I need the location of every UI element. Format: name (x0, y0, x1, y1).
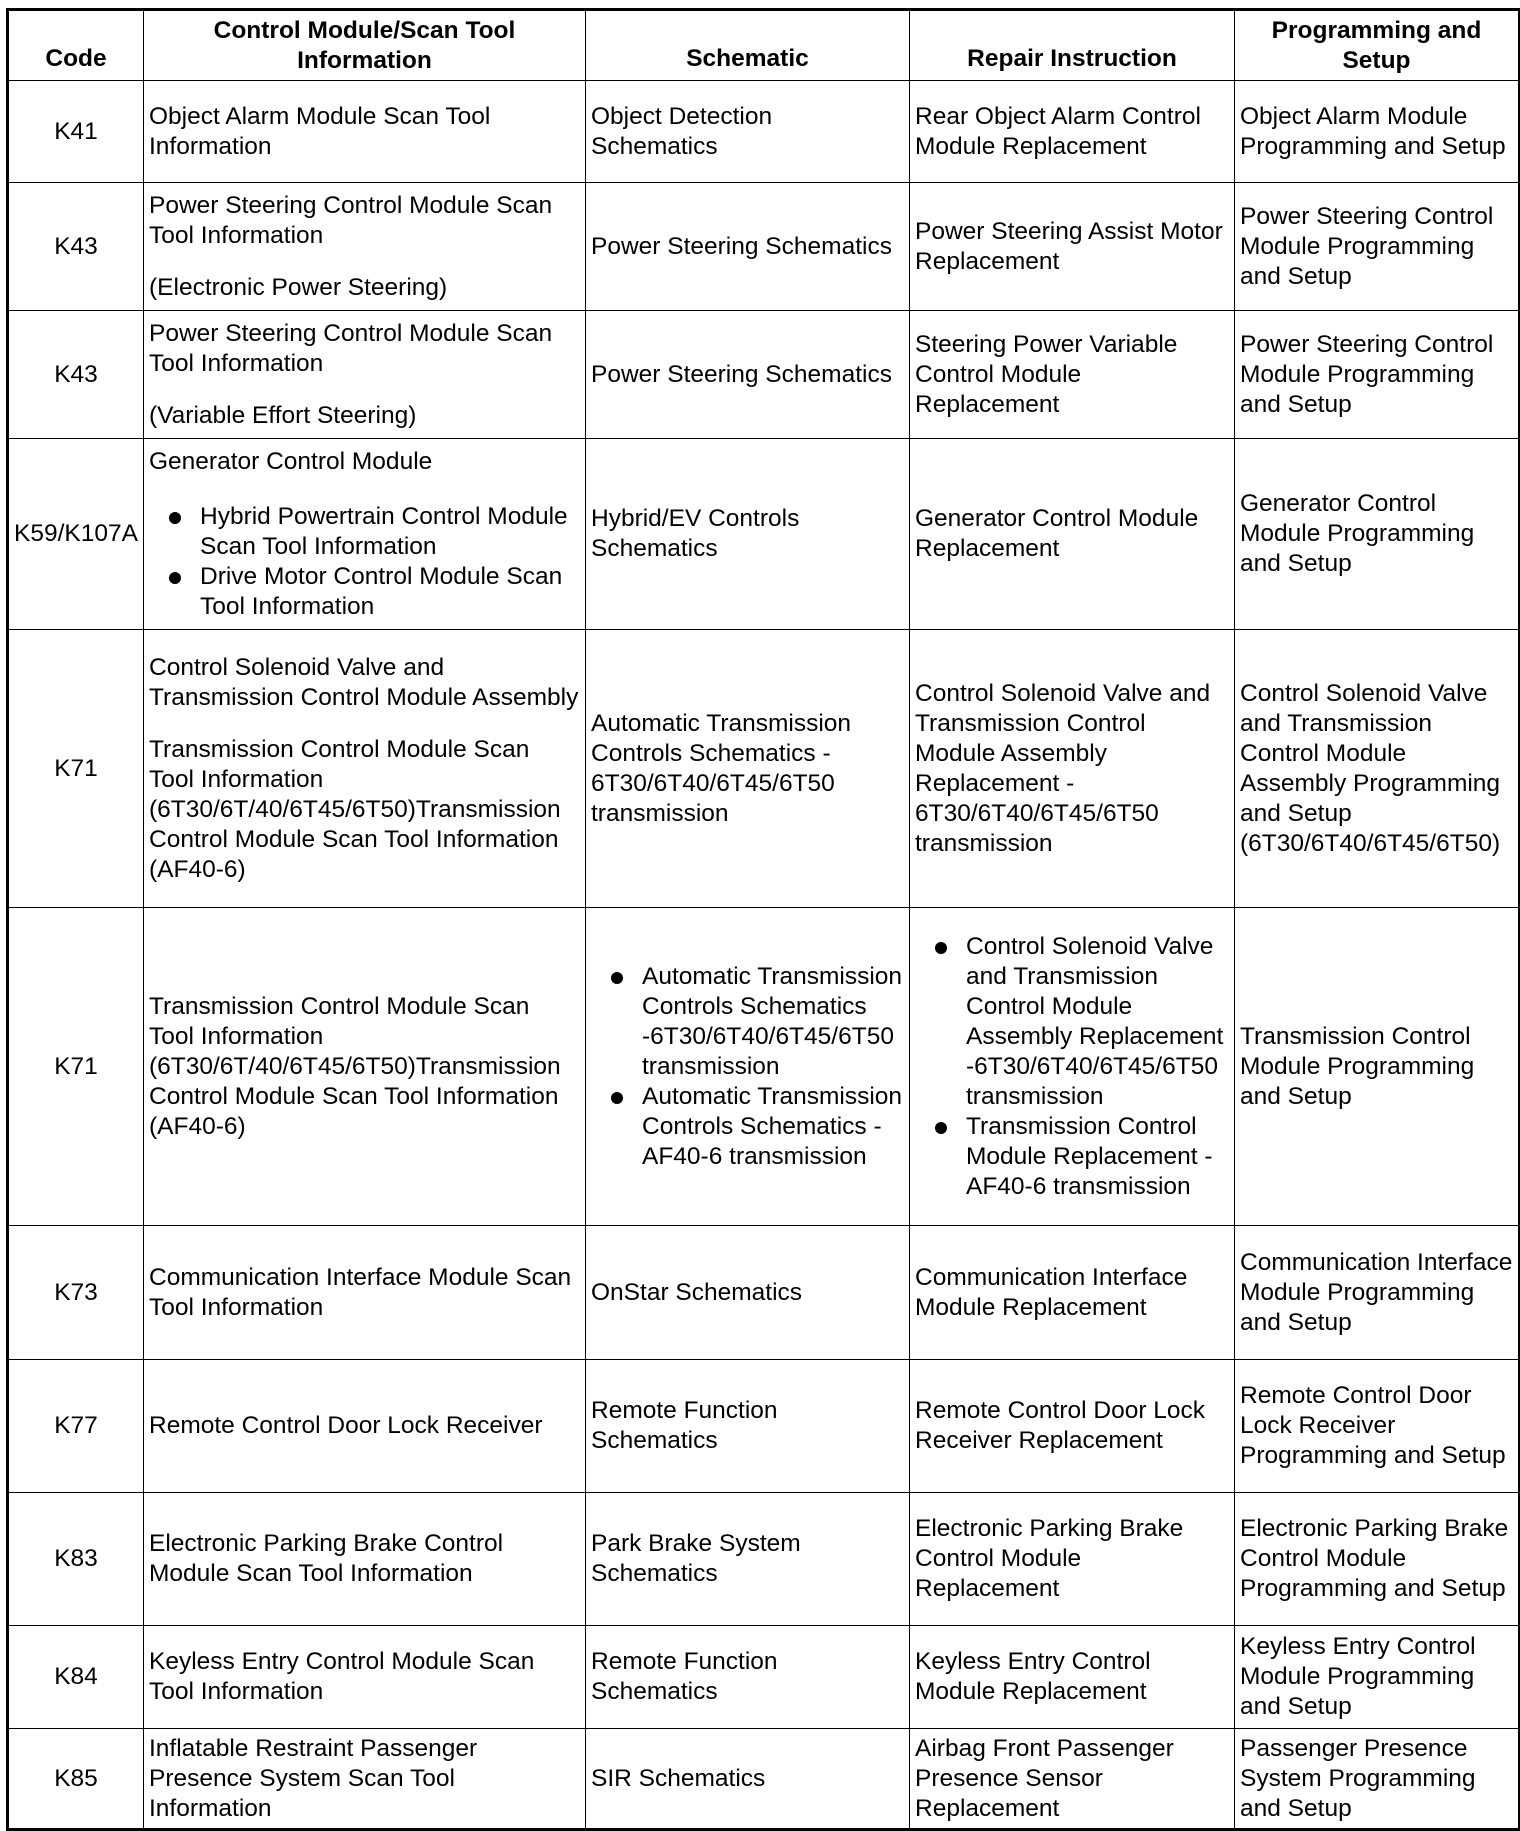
repair-cell: Electronic Parking Brake Control Module Replacement (910, 1493, 1235, 1626)
schematic-bullet-list (591, 962, 904, 1172)
schematic-cell: SIR Schematics (586, 1729, 910, 1830)
control-text: Power Steering Control Module Scan Tool Information (149, 191, 553, 249)
repair-cell: Remote Control Door Lock Receiver Replacement (910, 1360, 1235, 1493)
programming-cell: Generator Control Module Programming and Setup (1235, 439, 1520, 630)
header-repair-instruction: Repair Instruction (910, 10, 1235, 81)
control-note: Transmission Control Module Scan Tool Information (6T30/6T/40/6T45/6T50)Transmission Control Module Scan Tool Information (AF40-6) (149, 735, 561, 883)
schematic-cell (586, 908, 910, 1226)
table-row (8, 1729, 1520, 1830)
control-cell: Inflatable Restraint Passenger Presence System Scan Tool Information (144, 1729, 586, 1830)
control-cell: Remote Control Door Lock Receiver (144, 1360, 586, 1493)
table-row (8, 1626, 1520, 1729)
programming-cell: Power Steering Control Module Programming and Setup (1235, 311, 1520, 439)
programming-cell: Communication Interface Module Programming and Setup (1235, 1226, 1520, 1360)
header-code: Code (8, 10, 144, 81)
control-text: Generator Control Module (149, 447, 433, 475)
repair-cell: Keyless Entry Control Module Replacement (910, 1626, 1235, 1729)
programming-cell: Passenger Presence System Programming and Setup (1235, 1729, 1520, 1830)
code-cell: K43 (8, 183, 144, 311)
control-cell: Electronic Parking Brake Control Module Scan Tool Information (144, 1493, 586, 1626)
list-item: Transmission Control Module Replacement - AF40-6 transmission (915, 1112, 1229, 1202)
table-row (8, 1226, 1520, 1360)
control-cell: Transmission Control Module Scan Tool Information (6T30/6T/40/6T45/6T50)Transmission Control Module Scan Tool Information (AF40-6) (144, 908, 586, 1226)
list-item: Automatic Transmission Controls Schematics -6T30/6T40/6T45/6T50 transmission (591, 962, 904, 1082)
schematic-cell: Remote Function Schematics (586, 1360, 910, 1493)
header-programming-setup: Programming and Setup (1235, 10, 1520, 81)
repair-cell: Power Steering Assist Motor Replacement (910, 183, 1235, 311)
repair-cell: Communication Interface Module Replacement (910, 1226, 1235, 1360)
programming-cell: Electronic Parking Brake Control Module Programming and Setup (1235, 1493, 1520, 1626)
list-item: Control Solenoid Valve and Transmission Control Module Assembly Replacement -6T30/6T40/6T45/6T50 transmission (915, 932, 1229, 1112)
schematic-cell: Hybrid/EV Controls Schematics (586, 439, 910, 630)
header-schematic: Schematic (586, 10, 910, 81)
table-row (8, 630, 1520, 908)
schematic-cell: Remote Function Schematics (586, 1626, 910, 1729)
schematic-cell: Power Steering Schematics (586, 311, 910, 439)
repair-cell: Generator Control Module Replacement (910, 439, 1235, 630)
repair-cell: Airbag Front Passenger Presence Sensor Replacement (910, 1729, 1235, 1830)
code-cell: K59/K107A (8, 439, 144, 630)
programming-cell: Remote Control Door Lock Receiver Programming and Setup (1235, 1360, 1520, 1493)
header-control-module: Control Module/Scan Tool Information (144, 10, 586, 81)
schematic-cell: OnStar Schematics (586, 1226, 910, 1360)
code-cell: K77 (8, 1360, 144, 1493)
code-cell: K83 (8, 1493, 144, 1626)
list-item: Automatic Transmission Controls Schematics - AF40-6 transmission (591, 1082, 904, 1172)
code-cell: K71 (8, 908, 144, 1226)
programming-cell: Keyless Entry Control Module Programming and Setup (1235, 1626, 1520, 1729)
control-cell: Object Alarm Module Scan Tool Information (144, 81, 586, 183)
schematic-cell: Park Brake System Schematics (586, 1493, 910, 1626)
control-note: (Electronic Power Steering) (149, 273, 448, 301)
programming-cell: Transmission Control Module Programming and Setup (1235, 908, 1520, 1226)
table-row (8, 81, 1520, 183)
repair-cell: Steering Power Variable Control Module Replacement (910, 311, 1235, 439)
control-text: Control Solenoid Valve and Transmission Control Module Assembly (149, 653, 579, 711)
control-cell (144, 183, 586, 311)
programming-cell: Power Steering Control Module Programming and Setup (1235, 183, 1520, 311)
schematic-cell: Automatic Transmission Controls Schematics - 6T30/6T40/6T45/6T50 transmission (586, 630, 910, 908)
control-text: Power Steering Control Module Scan Tool Information (149, 319, 553, 377)
code-cell: K85 (8, 1729, 144, 1830)
schematic-cell: Power Steering Schematics (586, 183, 910, 311)
control-cell (144, 311, 586, 439)
repair-cell (910, 908, 1235, 1226)
control-cell: Communication Interface Module Scan Tool Information (144, 1226, 586, 1360)
table-row (8, 311, 1520, 439)
control-note: (Variable Effort Steering) (149, 401, 417, 429)
repair-cell: Rear Object Alarm Control Module Replacement (910, 81, 1235, 183)
code-cell: K41 (8, 81, 144, 183)
code-cell: K84 (8, 1626, 144, 1729)
schematic-cell: Object Detection Schematics (586, 81, 910, 183)
list-item: Drive Motor Control Module Scan Tool Information (149, 562, 580, 622)
repair-bullet-list (915, 932, 1229, 1202)
table-row (8, 1493, 1520, 1626)
table-row (8, 908, 1520, 1226)
control-bullet-list (149, 502, 580, 622)
code-cell: K43 (8, 311, 144, 439)
programming-cell: Object Alarm Module Programming and Setup (1235, 81, 1520, 183)
control-cell (144, 630, 586, 908)
code-cell: K71 (8, 630, 144, 908)
list-item: Hybrid Powertrain Control Module Scan Tool Information (149, 502, 580, 562)
control-cell: Keyless Entry Control Module Scan Tool Information (144, 1626, 586, 1729)
code-cell: K73 (8, 1226, 144, 1360)
table-row (8, 439, 1520, 630)
module-reference-table (6, 8, 1520, 1831)
table-row (8, 183, 1520, 311)
programming-cell: Control Solenoid Valve and Transmission Control Module Assembly Programming and Setup (6T30/6T40/6T45/6T50) (1235, 630, 1520, 908)
control-cell (144, 439, 586, 630)
header-row (8, 10, 1520, 81)
table-row (8, 1360, 1520, 1493)
repair-cell: Control Solenoid Valve and Transmission Control Module Assembly Replacement - 6T30/6T40/6T45/6T50 transmission (910, 630, 1235, 908)
